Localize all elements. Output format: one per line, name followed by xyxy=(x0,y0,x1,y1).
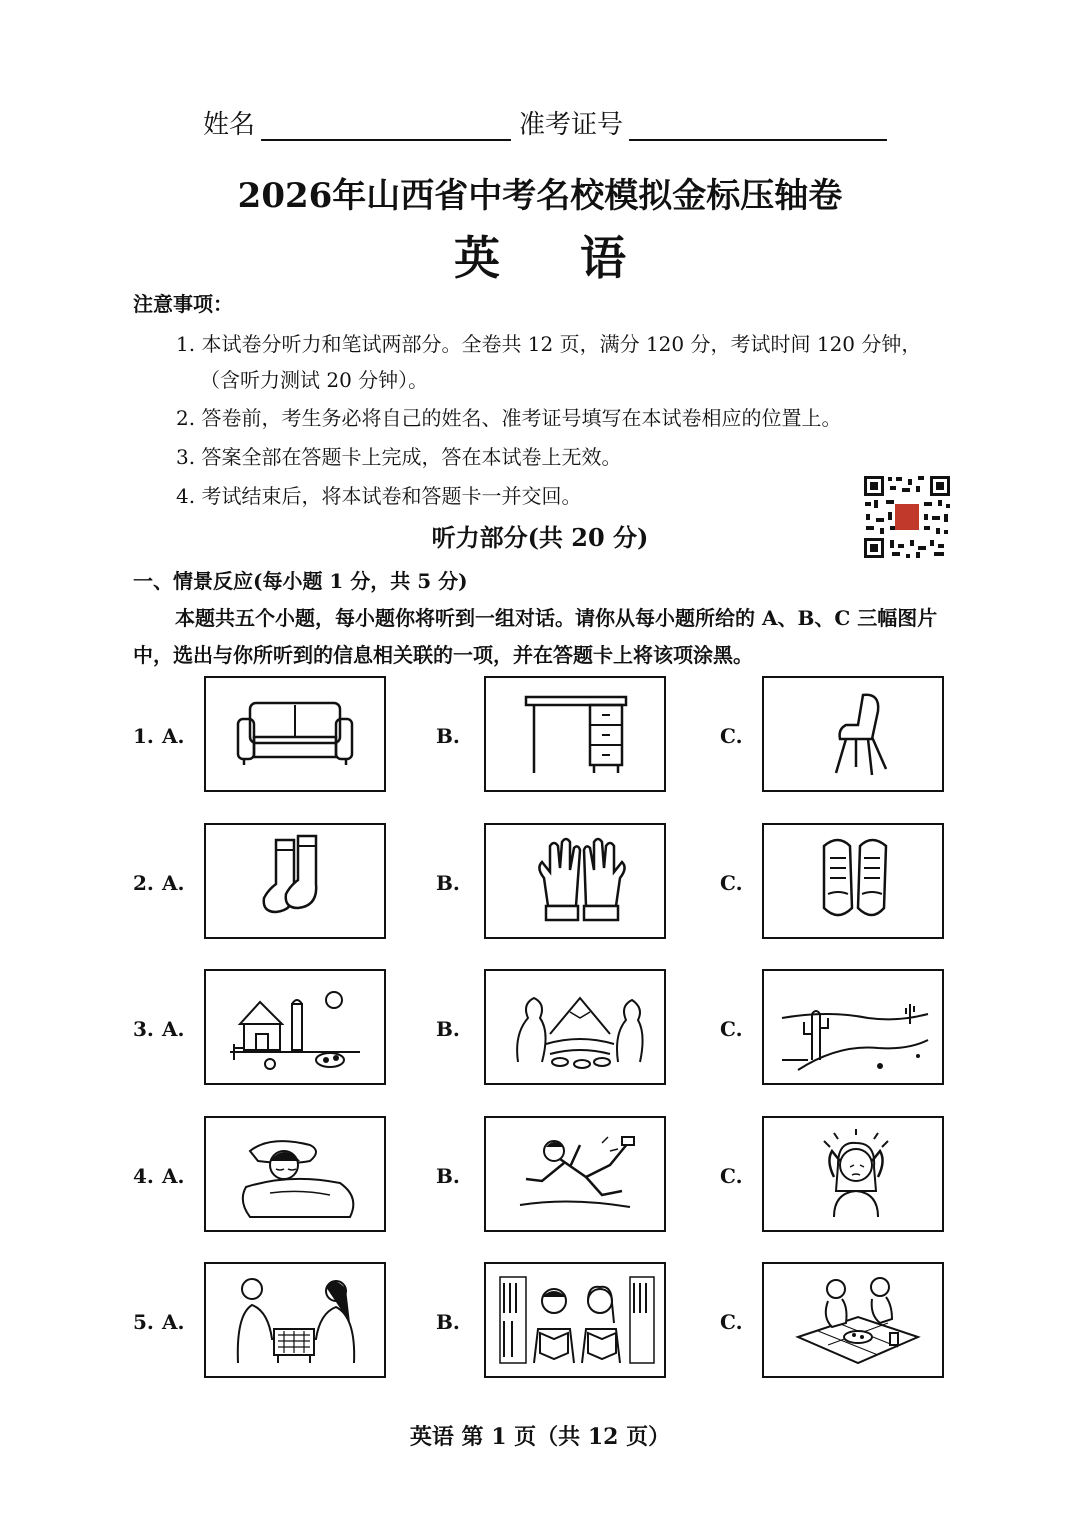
part1-instructions: 本题共五个小题，每小题你将听到一组对话。请你从每小题所给的 A、B、C 三幅图片中，选出与你所听到的信息相关联的一项，并在答题卡上将该项涂黑。 xyxy=(133,606,938,667)
playing-chess-icon xyxy=(210,1267,380,1373)
option-label: A. xyxy=(162,1310,185,1334)
name-label: 姓名 xyxy=(203,110,256,140)
exam-title: 2026年山西省中考名校模拟金标压轴卷 xyxy=(237,176,843,216)
option-picture[interactable] xyxy=(204,823,386,939)
note-item: 3. 答案全部在答题卡上完成，答在本试卷上无效。 xyxy=(176,445,622,469)
desk-icon xyxy=(490,681,660,787)
option-picture[interactable] xyxy=(484,1116,666,1232)
name-blank[interactable] xyxy=(261,113,511,141)
picnic-icon xyxy=(768,1267,938,1373)
note-item: （含听力测试 20 分钟）。 xyxy=(200,368,429,392)
forest-river-icon xyxy=(490,974,660,1080)
falling-boy-icon xyxy=(490,1121,660,1227)
socks-icon xyxy=(210,828,380,934)
headache-girl-icon xyxy=(768,1121,938,1227)
gloves-icon xyxy=(490,828,660,934)
desert-icon xyxy=(768,974,938,1080)
option-picture[interactable] xyxy=(484,823,666,939)
exam-id-label: 准考证号 xyxy=(519,110,624,140)
option-picture[interactable] xyxy=(484,1262,666,1378)
option-picture[interactable] xyxy=(762,676,944,792)
option-label: B. xyxy=(436,1017,460,1041)
page-footer: 英语 第 1 页（共 12 页） xyxy=(409,1424,671,1450)
exam-id-blank[interactable] xyxy=(629,113,887,141)
question-number: 4. xyxy=(133,1163,154,1188)
option-picture[interactable] xyxy=(204,676,386,792)
option-label: A. xyxy=(162,870,185,895)
option-picture[interactable] xyxy=(762,969,944,1085)
option-label: B. xyxy=(436,724,460,748)
question-number: 3. xyxy=(133,1017,154,1041)
question-number: 5. xyxy=(133,1310,154,1334)
option-picture[interactable] xyxy=(762,1262,944,1378)
option-label: A. xyxy=(162,1017,185,1041)
option-label: C. xyxy=(720,724,743,748)
note-item: 1. 本试卷分听力和笔试两部分。全卷共 12 页，满分 120 分，考试时间 120 分钟， xyxy=(176,332,922,356)
farm-icon xyxy=(210,974,380,1080)
option-label: B. xyxy=(436,1310,460,1334)
option-picture[interactable] xyxy=(484,676,666,792)
subject-title: 英语 xyxy=(454,231,706,285)
sneakers-icon xyxy=(768,828,938,934)
option-label: C. xyxy=(720,1163,743,1188)
reading-books-icon xyxy=(490,1267,660,1373)
option-label: B. xyxy=(436,870,460,895)
option-label: C. xyxy=(720,1310,743,1334)
option-label: A. xyxy=(162,1163,185,1188)
option-label: A. xyxy=(162,724,185,748)
question-number: 1. xyxy=(133,724,154,748)
option-picture[interactable] xyxy=(204,1116,386,1232)
option-picture[interactable] xyxy=(762,823,944,939)
part1-heading: 一、情景反应(每小题 1 分，共 5 分) xyxy=(133,569,468,593)
candidate-info-row xyxy=(203,104,887,141)
chair-icon xyxy=(768,681,938,787)
sleeping-girl-icon xyxy=(210,1121,380,1227)
note-item: 2. 答卷前，考生务必将自己的姓名、准考证号填写在本试卷相应的位置上。 xyxy=(176,406,842,430)
option-label: C. xyxy=(720,1017,743,1041)
option-picture[interactable] xyxy=(762,1116,944,1232)
option-picture[interactable] xyxy=(484,969,666,1085)
note-item: 4. 考试结束后，将本试卷和答题卡一并交回。 xyxy=(176,484,582,508)
question-number: 2. xyxy=(133,870,154,895)
option-picture[interactable] xyxy=(204,1262,386,1378)
notes-heading: 注意事项： xyxy=(133,292,233,316)
sofa-icon xyxy=(210,681,380,787)
listening-section-title: 听力部分(共 20 分) xyxy=(431,523,649,552)
option-label: C. xyxy=(720,870,743,895)
option-picture[interactable] xyxy=(204,969,386,1085)
option-label: B. xyxy=(436,1163,460,1188)
